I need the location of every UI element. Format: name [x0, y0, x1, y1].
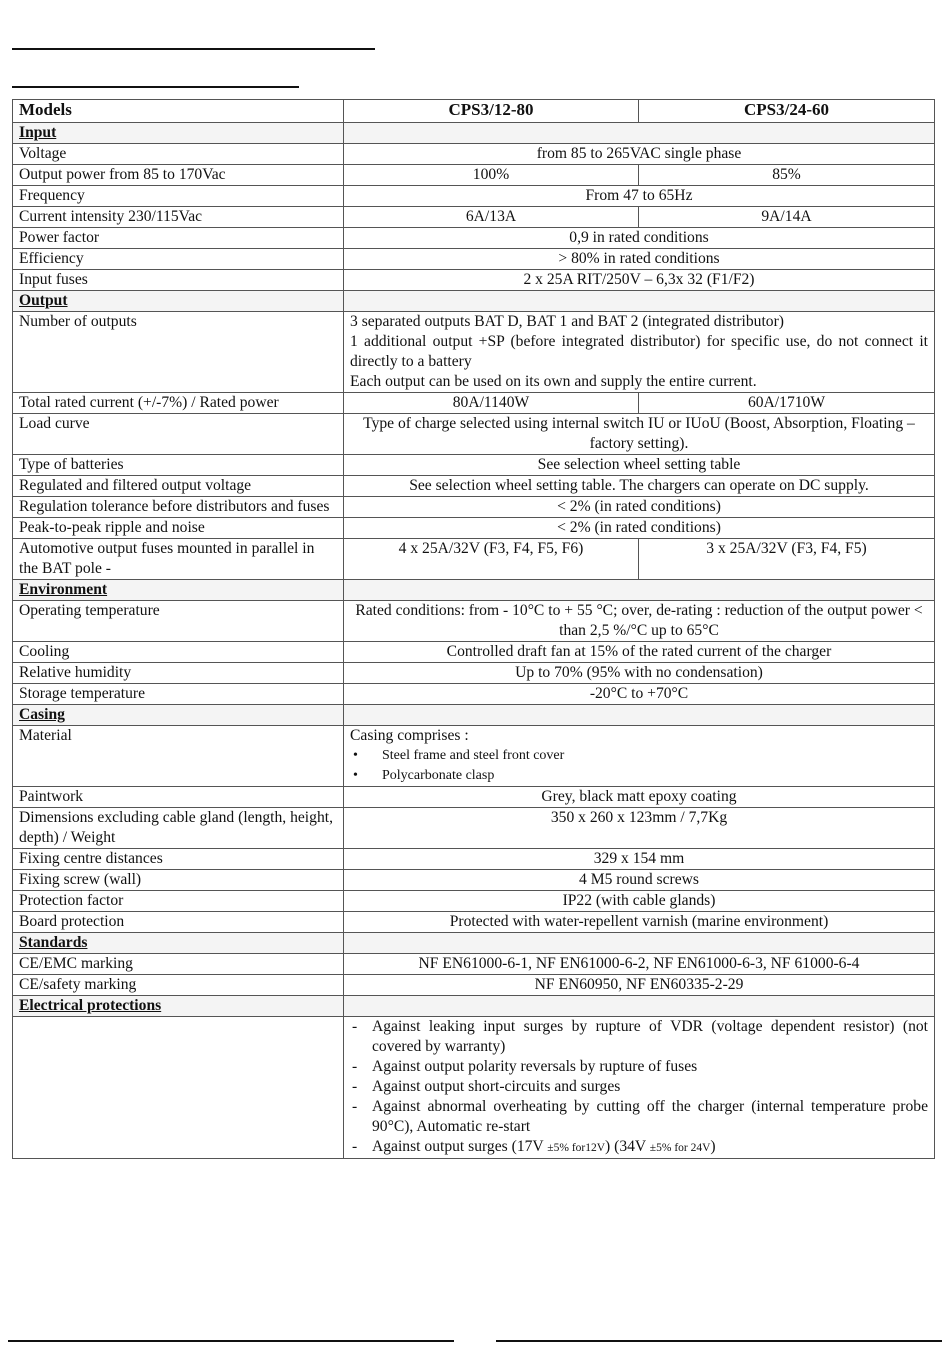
section-environment	[13, 580, 935, 601]
row-value: From 47 to 65Hz	[344, 186, 935, 207]
tolerance-note: ±5% for 24V	[649, 1142, 711, 1154]
row-value: See selection wheel setting table	[344, 455, 935, 476]
section-title: Environment	[13, 580, 344, 601]
table-row	[13, 476, 935, 497]
row-label: Storage temperature	[13, 684, 344, 705]
row-value: 329 x 154 mm	[344, 849, 935, 870]
tolerance-note: ±5% for12V	[547, 1142, 606, 1154]
row-label: Cooling	[13, 642, 344, 663]
row-label: Efficiency	[13, 249, 344, 270]
row-label: Regulation tolerance before distributors and fuses	[13, 497, 344, 518]
table-row	[13, 539, 935, 580]
table-row	[13, 186, 935, 207]
material-intro: Casing comprises :	[350, 727, 469, 744]
row-label: Paintwork	[13, 787, 344, 808]
table-row	[13, 891, 935, 912]
row-label: Voltage	[13, 144, 344, 165]
row-value: Grey, black matt epoxy coating	[344, 787, 935, 808]
row-label: Current intensity 230/115Vac	[13, 207, 344, 228]
list-item: - Against abnormal overheating by cutting off the charger (internal temperature probe 90°C), Automatic re-start	[350, 1097, 928, 1137]
table-row	[13, 954, 935, 975]
table-row	[13, 455, 935, 476]
table-row	[13, 975, 935, 996]
row-value-model1: 80A/1140W	[344, 393, 639, 414]
row-value: 350 x 260 x 123mm / 7,7Kg	[344, 808, 935, 849]
table-row	[13, 1017, 935, 1159]
row-value-model2: 85%	[639, 165, 935, 186]
section-title: Casing	[13, 705, 344, 726]
section-standards	[13, 933, 935, 954]
row-value-model1: 4 x 25A/32V (F3, F4, F5, F6)	[344, 539, 639, 580]
list-item: • Polycarbonate clasp	[350, 766, 928, 786]
section-title: Electrical protections	[13, 996, 344, 1017]
section-input	[13, 123, 935, 144]
row-label: Fixing centre distances	[13, 849, 344, 870]
list-item: - Against output polarity reversals by rupture of fuses	[350, 1057, 928, 1077]
row-value: -20°C to +70°C	[344, 684, 935, 705]
row-label: Power factor	[13, 228, 344, 249]
table-row	[13, 726, 935, 787]
table-row	[13, 912, 935, 933]
bottom-rule-right	[496, 1340, 942, 1342]
row-label: Number of outputs	[13, 312, 344, 393]
material-list	[350, 746, 928, 786]
row-label: Load curve	[13, 414, 344, 455]
row-label: Protection factor	[13, 891, 344, 912]
specifications-table	[12, 99, 935, 1159]
row-value: from 85 to 265VAC single phase	[344, 144, 935, 165]
list-item: - Against output surges (17V ±5% for12V) (34V ±5% for 24V)	[350, 1137, 928, 1158]
row-label: Board protection	[13, 912, 344, 933]
model-cps3-12-80: CPS3/12-80	[344, 100, 639, 123]
row-value: NF EN61000-6-1, NF EN61000-6-2, NF EN61000-6-3, NF 61000-6-4	[344, 954, 935, 975]
section-output	[13, 291, 935, 312]
section-title: Standards	[13, 933, 344, 954]
outputs-line: 3 separated outputs BAT D, BAT 1 and BAT 2 (integrated distributor)	[350, 313, 784, 330]
list-item: • Steel frame and steel front cover	[350, 746, 928, 766]
table-row	[13, 849, 935, 870]
row-label: Dimensions excluding cable gland (length, height, depth) / Weight	[13, 808, 344, 849]
row-value: See selection wheel setting table. The chargers can operate on DC supply.	[344, 476, 935, 497]
row-value-model2: 60A/1710W	[639, 393, 935, 414]
row-value	[344, 1017, 935, 1159]
row-value-model2: 3 x 25A/32V (F3, F4, F5)	[639, 539, 935, 580]
row-value: 2 x 25A RIT/250V – 6,3x 32 (F1/F2)	[344, 270, 935, 291]
row-value: IP22 (with cable glands)	[344, 891, 935, 912]
table-row	[13, 518, 935, 539]
list-item: - Against leaking input surges by rupture of VDR (voltage dependent resistor) (not covered by warranty)	[350, 1017, 928, 1057]
row-value: < 2% (in rated conditions)	[344, 518, 935, 539]
row-value: 0,9 in rated conditions	[344, 228, 935, 249]
section-title: Output	[13, 291, 344, 312]
row-label: Regulated and filtered output voltage	[13, 476, 344, 497]
row-label: Relative humidity	[13, 663, 344, 684]
row-value: Rated conditions: from - 10°C to + 55 °C; over, de-rating : reduction of the output power < than 2,5 %/°C up to 65°C	[344, 601, 935, 642]
table-row	[13, 270, 935, 291]
row-label: CE/safety marking	[13, 975, 344, 996]
table-row	[13, 808, 935, 849]
row-label: Peak-to-peak ripple and noise	[13, 518, 344, 539]
row-value: 4 M5 round screws	[344, 870, 935, 891]
row-value	[344, 312, 935, 393]
top-rule-long	[12, 48, 375, 50]
outputs-line: Each output can be used on its own and supply the entire current.	[350, 373, 757, 390]
bottom-rule-left	[8, 1340, 454, 1342]
row-value: Protected with water-repellent varnish (marine environment)	[344, 912, 935, 933]
row-label: Type of batteries	[13, 455, 344, 476]
models-label: Models	[13, 100, 344, 123]
table-row	[13, 393, 935, 414]
row-value	[344, 726, 935, 787]
row-value-model1: 6A/13A	[344, 207, 639, 228]
row-value: > 80% in rated conditions	[344, 249, 935, 270]
row-label: Fixing screw (wall)	[13, 870, 344, 891]
table-row	[13, 601, 935, 642]
section-electrical-protections	[13, 996, 935, 1017]
table-row	[13, 249, 935, 270]
header-row	[13, 100, 935, 123]
protections-list	[350, 1017, 928, 1158]
table-row	[13, 207, 935, 228]
top-rule-short	[12, 86, 299, 88]
row-label: Input fuses	[13, 270, 344, 291]
row-value: < 2% (in rated conditions)	[344, 497, 935, 518]
table-row	[13, 312, 935, 393]
row-label: Operating temperature	[13, 601, 344, 642]
table-row	[13, 684, 935, 705]
table-row	[13, 642, 935, 663]
table-row	[13, 497, 935, 518]
table-row	[13, 165, 935, 186]
row-label: Frequency	[13, 186, 344, 207]
row-label: Material	[13, 726, 344, 787]
row-value-model1: 100%	[344, 165, 639, 186]
row-value: NF EN60950, NF EN60335-2-29	[344, 975, 935, 996]
section-title: Input	[13, 123, 344, 144]
row-value: Controlled draft fan at 15% of the rated current of the charger	[344, 642, 935, 663]
table-row	[13, 870, 935, 891]
row-label: Output power from 85 to 170Vac	[13, 165, 344, 186]
section-casing	[13, 705, 935, 726]
row-label: Total rated current (+/-7%) / Rated power	[13, 393, 344, 414]
table-row	[13, 414, 935, 455]
model-cps3-24-60: CPS3/24-60	[639, 100, 935, 123]
row-value-model2: 9A/14A	[639, 207, 935, 228]
row-value: Up to 70% (95% with no condensation)	[344, 663, 935, 684]
list-item: - Against output short-circuits and surges	[350, 1077, 928, 1097]
table-row	[13, 787, 935, 808]
table-row	[13, 144, 935, 165]
row-label: Automotive output fuses mounted in parallel in the BAT pole -	[13, 539, 344, 580]
row-label: CE/EMC marking	[13, 954, 344, 975]
table-row	[13, 228, 935, 249]
table-row	[13, 663, 935, 684]
row-value: Type of charge selected using internal switch IU or IUoU (Boost, Absorption, Floating – factory setting).	[344, 414, 935, 455]
outputs-line: 1 additional output +SP (before integrated distributor) for specific use, do not connect it directly to a battery	[350, 333, 928, 370]
